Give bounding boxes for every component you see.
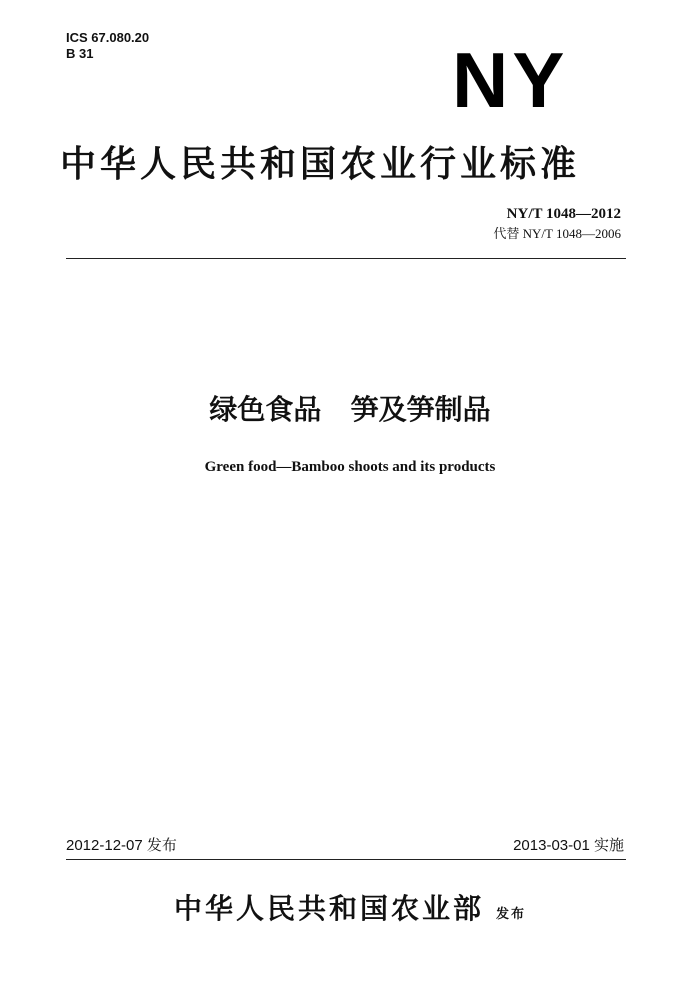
publisher-action: 发布: [496, 907, 527, 922]
document-title-english: Green food—Bamboo shoots and its products: [204, 459, 496, 475]
publisher-name: 中华人民共和国农业部: [173, 892, 484, 925]
bottom-divider: [66, 859, 626, 860]
implementation-date: 2013-03-01 实施: [513, 837, 624, 854]
top-divider: [66, 258, 626, 259]
classification-code: B 31: [66, 46, 94, 61]
standard-type-header: 中华人民共和国农业行业标准: [60, 144, 581, 185]
document-title-chinese: 绿色食品 笋及笋制品: [209, 393, 491, 426]
standard-number: NY/T 1048—2012: [506, 206, 621, 222]
publisher-line: [0, 891, 700, 933]
replaces-standard: 代替 NY/T 1048—2006: [493, 226, 621, 241]
issue-date: 2012-12-07 发布: [66, 837, 177, 854]
ny-logo: NY: [452, 36, 569, 124]
ics-code: ICS 67.080.20: [66, 30, 150, 45]
